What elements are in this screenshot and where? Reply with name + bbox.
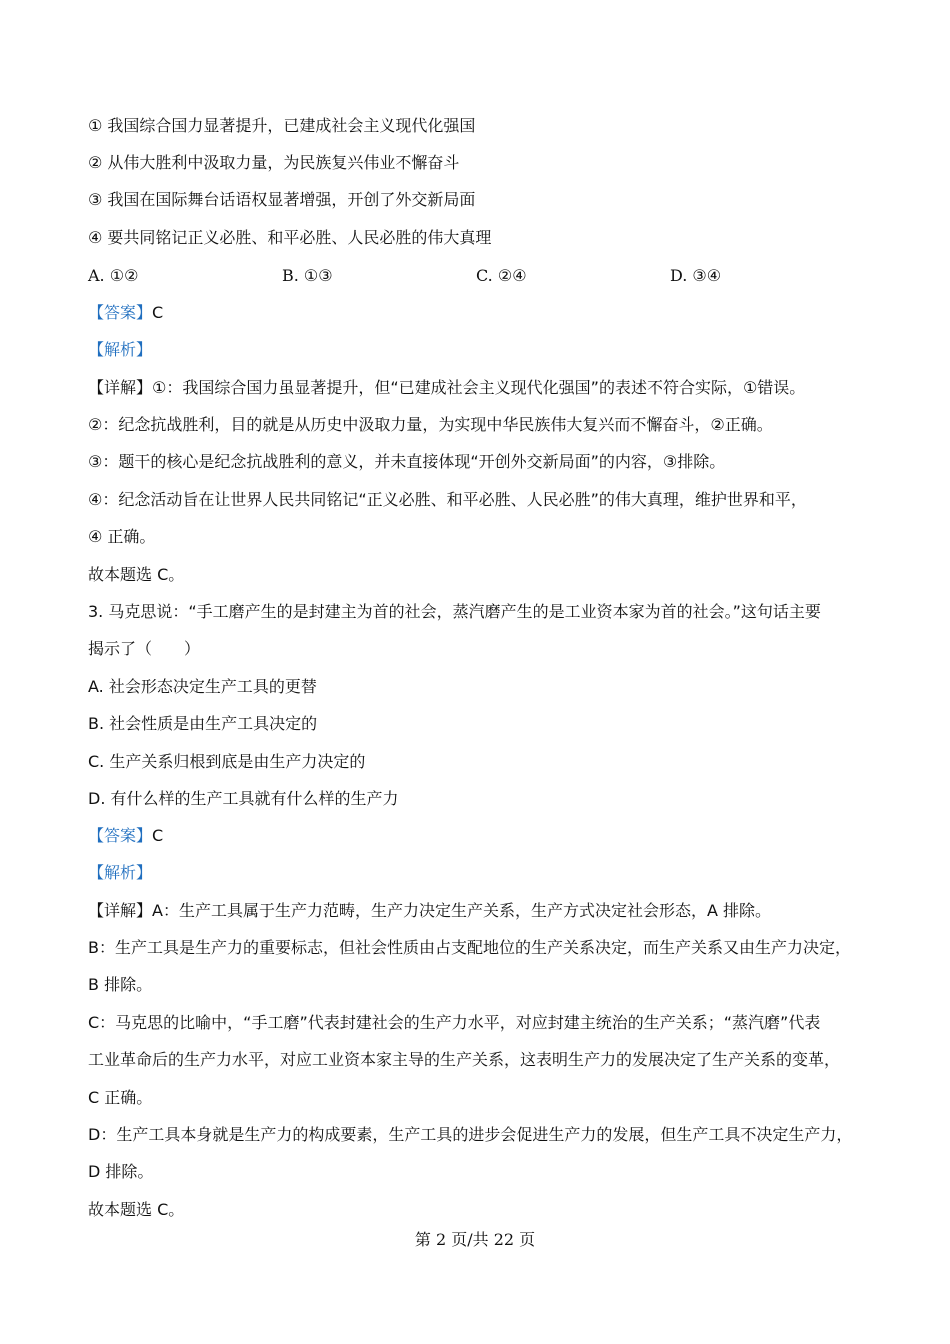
- q3-option-a: A. 社会形态决定生产工具的更替: [88, 677, 317, 696]
- q2-detail-label: 【详解】: [88, 378, 153, 397]
- q3-detail-text-1: A：生产工具属于生产力范畴，生产力决定生产关系，生产方式决定社会形态，A 排除。: [152, 901, 771, 920]
- q2-option-c: C. ②④: [476, 266, 527, 285]
- q2-detail-3: ③：题干的核心是纪念抗战胜利的意义，并未直接体现“开创外交新局面”的内容，③排除。: [88, 452, 726, 471]
- q3-analysis: [88, 862, 152, 884]
- q3-detail-5: 工业革命后的生产力水平，对应工业资本家主导的生产关系，这表明生产力的发展决定了生产关系的变革，: [88, 1050, 841, 1069]
- q3-detail-6: C 正确。: [88, 1088, 153, 1107]
- q3-detail-2: B：生产工具是生产力的重要标志，但社会性质由占支配地位的生产关系决定，而生产关系又由生产力决定，: [88, 938, 851, 957]
- q2-analysis-label: 【解析】: [88, 340, 153, 359]
- q3-detail-1: [88, 900, 771, 922]
- q2-analysis: [88, 339, 152, 361]
- q3-answer-label: 【答案】: [88, 826, 153, 845]
- q2-statement-4: ④ 要共同铭记正义必胜、和平必胜、人民必胜的伟大真理: [88, 228, 492, 247]
- q3-answer: [88, 825, 163, 847]
- q2-option-b: B. ①③: [282, 266, 333, 285]
- q2-detail-text-1: ①：我国综合国力虽显著提升，但“已建成社会主义现代化强国”的表述不符合实际，①错误。: [152, 378, 806, 397]
- q2-answer-value: C: [152, 303, 164, 322]
- q3-option-c: C. 生产关系归根到底是由生产力决定的: [88, 752, 366, 771]
- q3-stem-2: 揭示了（ ）: [88, 639, 201, 658]
- q2-statement-1: ① 我国综合国力显著提升，已建成社会主义现代化强国: [88, 116, 476, 135]
- q3-detail-8: D 排除。: [88, 1162, 154, 1181]
- q3-option-b: B. 社会性质是由生产工具决定的: [88, 714, 318, 733]
- q2-option-d: D. ③④: [670, 266, 722, 285]
- q3-detail-4: C：马克思的比喻中，“手工磨”代表封建社会的生产力水平，对应封建主统治的生产关系；“蒸汽磨”代表: [88, 1013, 821, 1032]
- q3-detail-7: D：生产工具本身就是生产力的构成要素，生产工具的进步会促进生产力的发展，但生产工具不决定生产力，: [88, 1125, 853, 1144]
- q2-detail-2: ②：纪念抗战胜利，目的就是从历史中汲取力量，为实现中华民族伟大复兴而不懈奋斗，②正确。: [88, 415, 773, 434]
- q2-options: [88, 265, 864, 287]
- q2-answer-label: 【答案】: [88, 303, 153, 322]
- q2-detail-5: ④ 正确。: [88, 527, 156, 546]
- q3-analysis-label: 【解析】: [88, 863, 153, 882]
- q2-statement-3: ③ 我国在国际舞台话语权显著增强，开创了外交新局面: [88, 190, 476, 209]
- q2-statement-2: ② 从伟大胜利中汲取力量，为民族复兴伟业不懈奋斗: [88, 153, 460, 172]
- q3-answer-value: C: [152, 826, 164, 845]
- q3-detail-label: 【详解】: [88, 901, 153, 920]
- q3-option-d: D. 有什么样的生产工具就有什么样的生产力: [88, 789, 399, 808]
- q2-option-a: A. ①②: [88, 266, 139, 285]
- page-footer: 第 2 页/共 22 页: [414, 1230, 536, 1249]
- q2-detail-1: [88, 377, 805, 399]
- q3-detail-3: B 排除。: [88, 975, 153, 994]
- q2-detail-4: ④：纪念活动旨在让世界人民共同铭记“正义必胜、和平必胜、人民必胜”的伟大真理，维护世界和平，: [88, 490, 807, 509]
- q3-stem-1: 3. 马克思说：“手工磨产生的是封建主为首的社会，蒸汽磨产生的是工业资本家为首的社会。”这句话主要: [88, 602, 821, 621]
- q2-answer: [88, 302, 163, 324]
- q2-conclusion: 故本题选 C。: [88, 565, 185, 584]
- q3-conclusion: 故本题选 C。: [88, 1200, 185, 1219]
